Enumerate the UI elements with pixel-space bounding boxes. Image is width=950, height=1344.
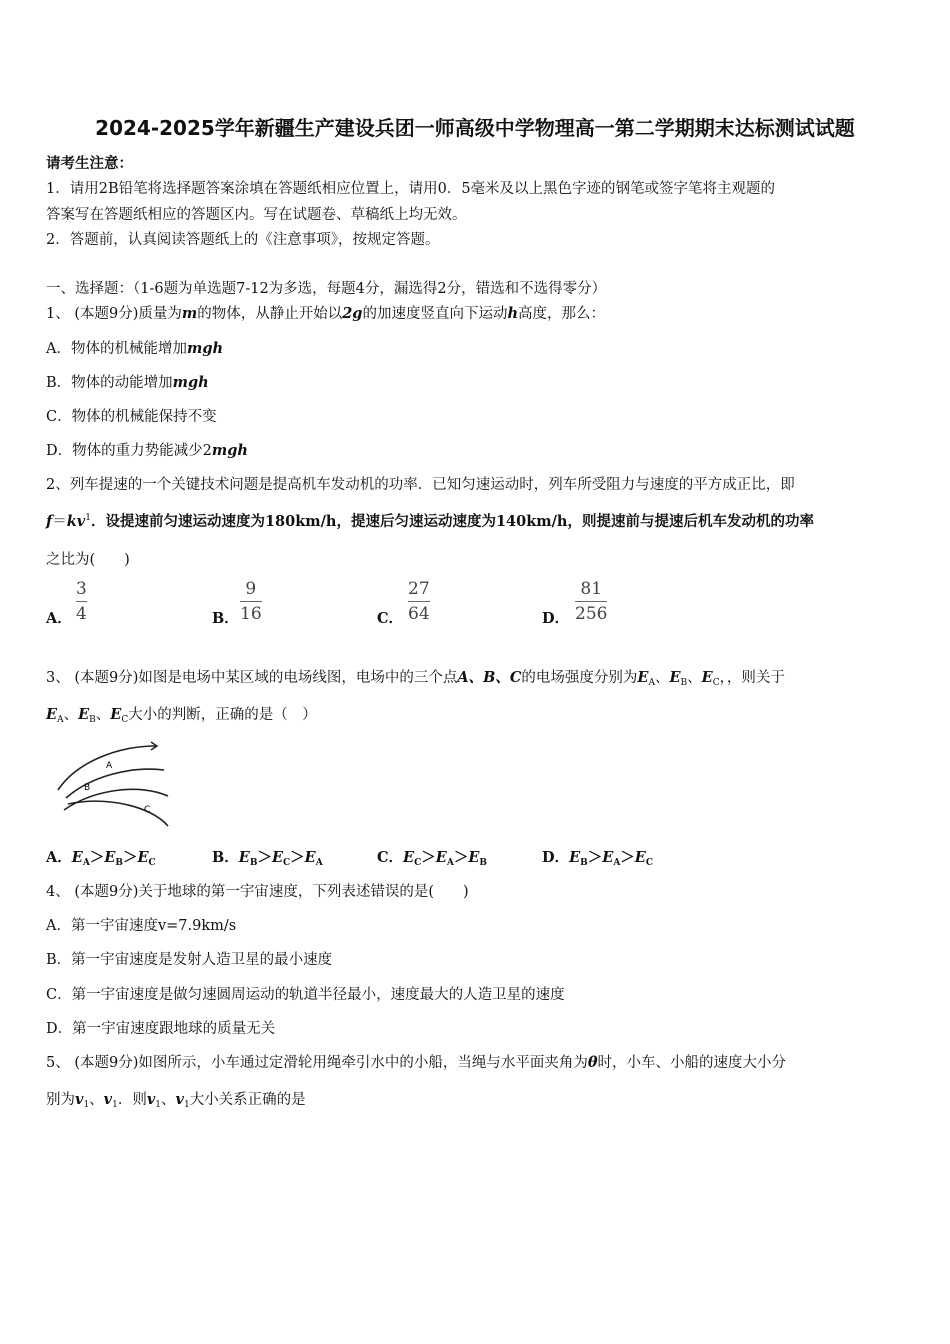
notice-item-1b: 答案写在答题纸相应的答题区内。写在试题卷、草稿纸上均无效。 xyxy=(46,207,467,223)
q3-option-d: D．$E_B>E_A>E_C$ xyxy=(542,849,654,868)
q4-option-d: D．第一宇宙速度跟地球的质量无关 xyxy=(46,1021,276,1037)
q1-stem: 1、 (本题9分)质量为m的物体，从静止开始以2g的加速度竖直向下运动h高度，那么： xyxy=(46,305,605,322)
section-heading: 一、选择题：（1-6题为单选题7-12为多选，每题4分，漏选得2分，错选和不选得零分） xyxy=(46,281,607,297)
page-title: 2024-2025学年新疆生产建设兵团一师高级中学物理高一第二学期期末达标测试试题 xyxy=(95,116,855,140)
field-line-c xyxy=(68,801,168,826)
q4-stem: 4、 (本题9分)关于地球的第一宇宙速度，下列表述错误的是( ) xyxy=(46,884,469,900)
q2-stem-line2: $f=kv^1$．设提速前匀速运动速度为180km/h，提速后匀速运动速度为140km/h，则提速前与提速后机车发动机的功率 xyxy=(46,513,814,530)
q2-option-c-fraction: 27 64 xyxy=(408,579,430,624)
q2-option-b-label: B． xyxy=(212,610,239,627)
q2-option-b-fraction: 9 16 xyxy=(240,579,262,624)
q1-option-a: A．物体的机械能增加mgh xyxy=(46,340,224,357)
q3-option-c: C．$E_C>E_A>E_B$ xyxy=(377,849,487,868)
notice-item-1a: 1．请用2B铅笔将选择题答案涂填在答题纸相应位置上，请用0．5毫米及以上黑色字迹的钢笔或签字笔将主观题的 xyxy=(46,181,776,197)
q1-option-c: C．物体的机械能保持不变 xyxy=(46,409,217,425)
q2-option-d-fraction: 81 256 xyxy=(575,579,608,624)
q4-option-c: C．第一宇宙速度是做匀速圆周运动的轨道半径最小，速度最大的人造卫星的速度 xyxy=(46,987,565,1003)
q2-option-d-label: D． xyxy=(542,610,570,627)
q3-option-b: B．$E_B>E_C>E_A$ xyxy=(212,849,323,868)
q4-option-b: B．第一宇宙速度是发射人造卫星的最小速度 xyxy=(46,952,333,968)
notice-item-2: 2．答题前，认真阅读答题纸上的《注意事项》，按规定答题。 xyxy=(46,232,440,248)
point-c-label: C xyxy=(144,805,151,815)
electric-field-lines-figure xyxy=(56,738,176,830)
field-line-b xyxy=(64,789,168,810)
q1-option-b: B．物体的动能增加mgh xyxy=(46,374,209,391)
q2-option-a-label: A． xyxy=(46,610,72,627)
field-line-a xyxy=(66,769,164,798)
notice-heading: 请考生注意： xyxy=(46,155,133,172)
point-a-label: A xyxy=(106,761,113,771)
q4-option-a: A．第一宇宙速度v=7.9km/s xyxy=(46,918,237,934)
q5-stem-line1: 5、 (本题9分)如图所示，小车通过定滑轮用绳牵引水中的小船，当绳与水平面夹角为θ时，小车、小船的速度大小分 xyxy=(46,1054,787,1071)
q2-option-c-label: C． xyxy=(377,610,404,627)
q3-stem-line2: $E_A$、$E_B$、$E_C$大小的判断，正确的是（ ） xyxy=(46,706,317,725)
q1-option-d: D．物体的重力势能减少2mgh xyxy=(46,442,248,459)
q2-option-a-fraction: 3 4 xyxy=(76,579,87,624)
point-b-label: B xyxy=(84,783,91,793)
q3-option-a: A．$E_A>E_B>E_C$ xyxy=(46,849,156,868)
q5-stem-line2: 别为$v_1$、$v_1$．则$v_1$、$v_1$大小关系正确的是 xyxy=(46,1091,306,1110)
q2-stem-line1: 2、列车提速的一个关键技术问题是提高机车发动机的功率．已知匀速运动时，列车所受阻力与速度的平方成正比，即 xyxy=(46,477,795,493)
q3-stem-line1: 3、 (本题9分)如图是电场中某区域的电场线图，电场中的三个点A、B、C的电场强度分别为$E_A$、$E_B$、$E_C$，，则关于 xyxy=(46,669,785,688)
q2-stem-line3: 之比为( ) xyxy=(46,552,130,568)
